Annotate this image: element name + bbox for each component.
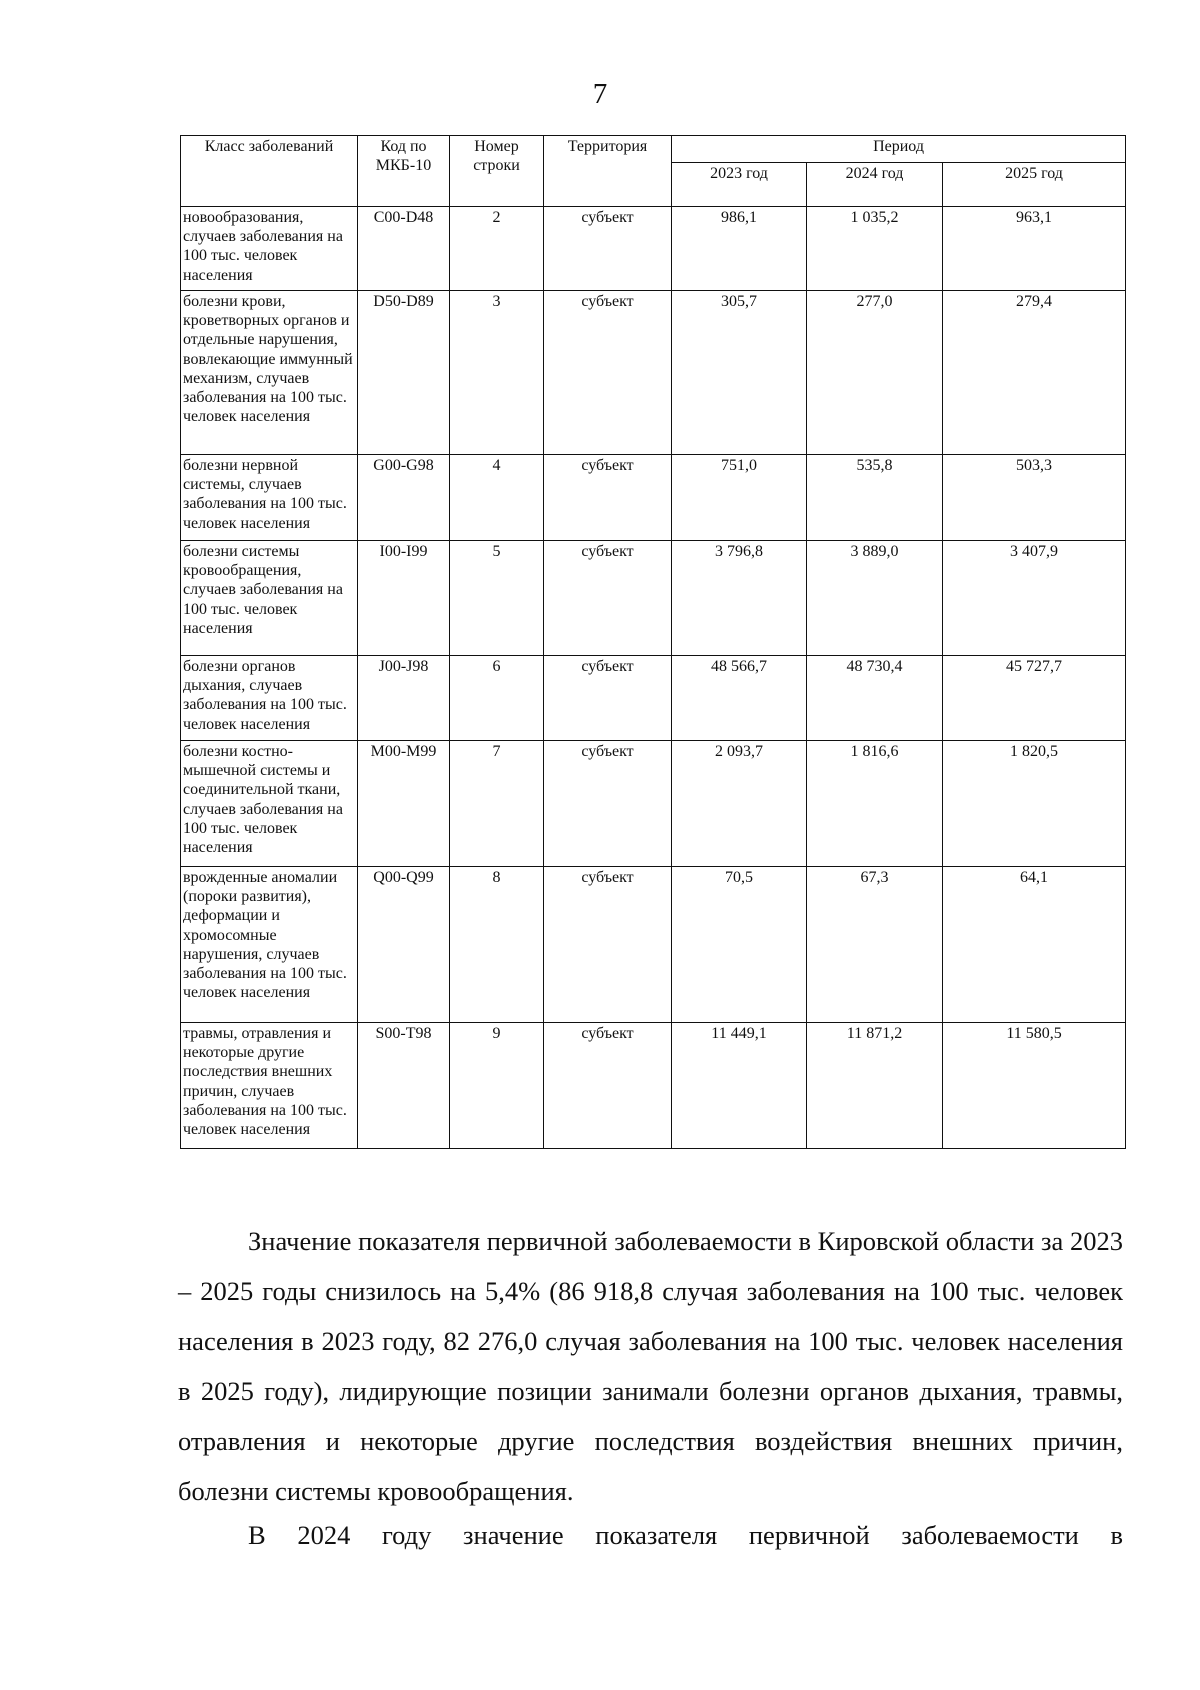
- cell-code: J00-J98: [358, 656, 450, 741]
- table-row: [181, 207, 1126, 291]
- header-class: Класс заболеваний: [181, 136, 358, 207]
- cell-row-number: 3: [450, 291, 544, 455]
- cell-class: травмы, отравления и некоторые другие последствия внешних причин, случаев заболевания на 100 тыс. человек населения: [181, 1023, 358, 1149]
- cell-code: S00-T98: [358, 1023, 450, 1149]
- cell-value-2024: 3 889,0: [807, 541, 943, 656]
- cell-territory: субъект: [544, 656, 672, 741]
- cell-value-2023: 11 449,1: [672, 1023, 807, 1149]
- page-number: 7: [592, 78, 608, 110]
- cell-code: M00-M99: [358, 741, 450, 867]
- body-paragraph-2: В 2024 году значение показателя первичной заболеваемости в: [248, 1520, 1123, 1550]
- cell-value-2025: 11 580,5: [943, 1023, 1126, 1149]
- table-row: [181, 455, 1126, 541]
- cell-territory: субъект: [544, 1023, 672, 1149]
- cell-code: C00-D48: [358, 207, 450, 291]
- cell-value-2023: 3 796,8: [672, 541, 807, 656]
- cell-code: G00-G98: [358, 455, 450, 541]
- header-row-number: Номер строки: [450, 136, 544, 207]
- cell-value-2023: 70,5: [672, 867, 807, 1023]
- cell-row-number: 7: [450, 741, 544, 867]
- cell-value-2025: 45 727,7: [943, 656, 1126, 741]
- cell-value-2024: 535,8: [807, 455, 943, 541]
- cell-territory: субъект: [544, 867, 672, 1023]
- cell-code: I00-I99: [358, 541, 450, 656]
- cell-territory: субъект: [544, 291, 672, 455]
- table-row: [181, 741, 1126, 867]
- cell-value-2024: 1 816,6: [807, 741, 943, 867]
- header-period: Период: [672, 136, 1126, 163]
- cell-territory: субъект: [544, 455, 672, 541]
- cell-value-2023: 986,1: [672, 207, 807, 291]
- cell-value-2024: 1 035,2: [807, 207, 943, 291]
- cell-territory: субъект: [544, 207, 672, 291]
- cell-value-2023: 48 566,7: [672, 656, 807, 741]
- header-year-2025: 2025 год: [943, 163, 1126, 207]
- header-year-2024: 2024 год: [807, 163, 943, 207]
- cell-code: D50-D89: [358, 291, 450, 455]
- header-year-2023: 2023 год: [672, 163, 807, 207]
- cell-value-2025: 279,4: [943, 291, 1126, 455]
- header-territory: Территория: [544, 136, 672, 207]
- table-row: [181, 541, 1126, 656]
- cell-row-number: 4: [450, 455, 544, 541]
- cell-class: болезни крови, кроветворных органов и отдельные нарушения, вовлекающие иммунный механизм, случаев заболевания на 100 тыс. человек населения: [181, 291, 358, 455]
- body-paragraph-1: Значение показателя первичной заболеваемости в Кировской области за 2023 – 2025 годы снизилось на 5,4% (86 918,8 случая заболевания на 100 тыс. человек населения в 2023 году, 82 276,0 случая заболевания на 100 тыс. человек населения в 2025 году), лидирующие позиции занимали болезни органов дыхания, травмы, отравления и некоторые другие последствия воздействия внешних причин, болезни системы кровообращения.: [178, 1226, 1123, 1506]
- cell-class: болезни нервной системы, случаев заболевания на 100 тыс. человек населения: [181, 455, 358, 541]
- cell-class: новообразования, случаев заболевания на 100 тыс. человек населения: [181, 207, 358, 291]
- cell-class: болезни костно-мышечной системы и соединительной ткани, случаев заболевания на 100 тыс. человек населения: [181, 741, 358, 867]
- cell-row-number: 8: [450, 867, 544, 1023]
- cell-row-number: 9: [450, 1023, 544, 1149]
- cell-row-number: 6: [450, 656, 544, 741]
- cell-value-2024: 277,0: [807, 291, 943, 455]
- table-row: [181, 867, 1126, 1023]
- cell-value-2024: 48 730,4: [807, 656, 943, 741]
- cell-value-2025: 64,1: [943, 867, 1126, 1023]
- morbidity-table: [180, 135, 1126, 1149]
- cell-value-2025: 1 820,5: [943, 741, 1126, 867]
- cell-value-2025: 503,3: [943, 455, 1126, 541]
- cell-territory: субъект: [544, 741, 672, 867]
- cell-value-2025: 3 407,9: [943, 541, 1126, 656]
- table-row: [181, 291, 1126, 455]
- cell-value-2024: 11 871,2: [807, 1023, 943, 1149]
- cell-class: болезни системы кровообращения, случаев заболевания на 100 тыс. человек населения: [181, 541, 358, 656]
- cell-class: врожденные аномалии (пороки развития), деформации и хромосомные нарушения, случаев заболевания на 100 тыс. человек населения: [181, 867, 358, 1023]
- cell-territory: субъект: [544, 541, 672, 656]
- table-row: [181, 656, 1126, 741]
- cell-value-2024: 67,3: [807, 867, 943, 1023]
- cell-row-number: 5: [450, 541, 544, 656]
- cell-value-2023: 305,7: [672, 291, 807, 455]
- cell-row-number: 2: [450, 207, 544, 291]
- cell-code: Q00-Q99: [358, 867, 450, 1023]
- table-row: [181, 1023, 1126, 1149]
- cell-value-2023: 751,0: [672, 455, 807, 541]
- cell-value-2025: 963,1: [943, 207, 1126, 291]
- cell-value-2023: 2 093,7: [672, 741, 807, 867]
- cell-class: болезни органов дыхания, случаев заболевания на 100 тыс. человек населения: [181, 656, 358, 741]
- header-code: Код по МКБ-10: [358, 136, 450, 207]
